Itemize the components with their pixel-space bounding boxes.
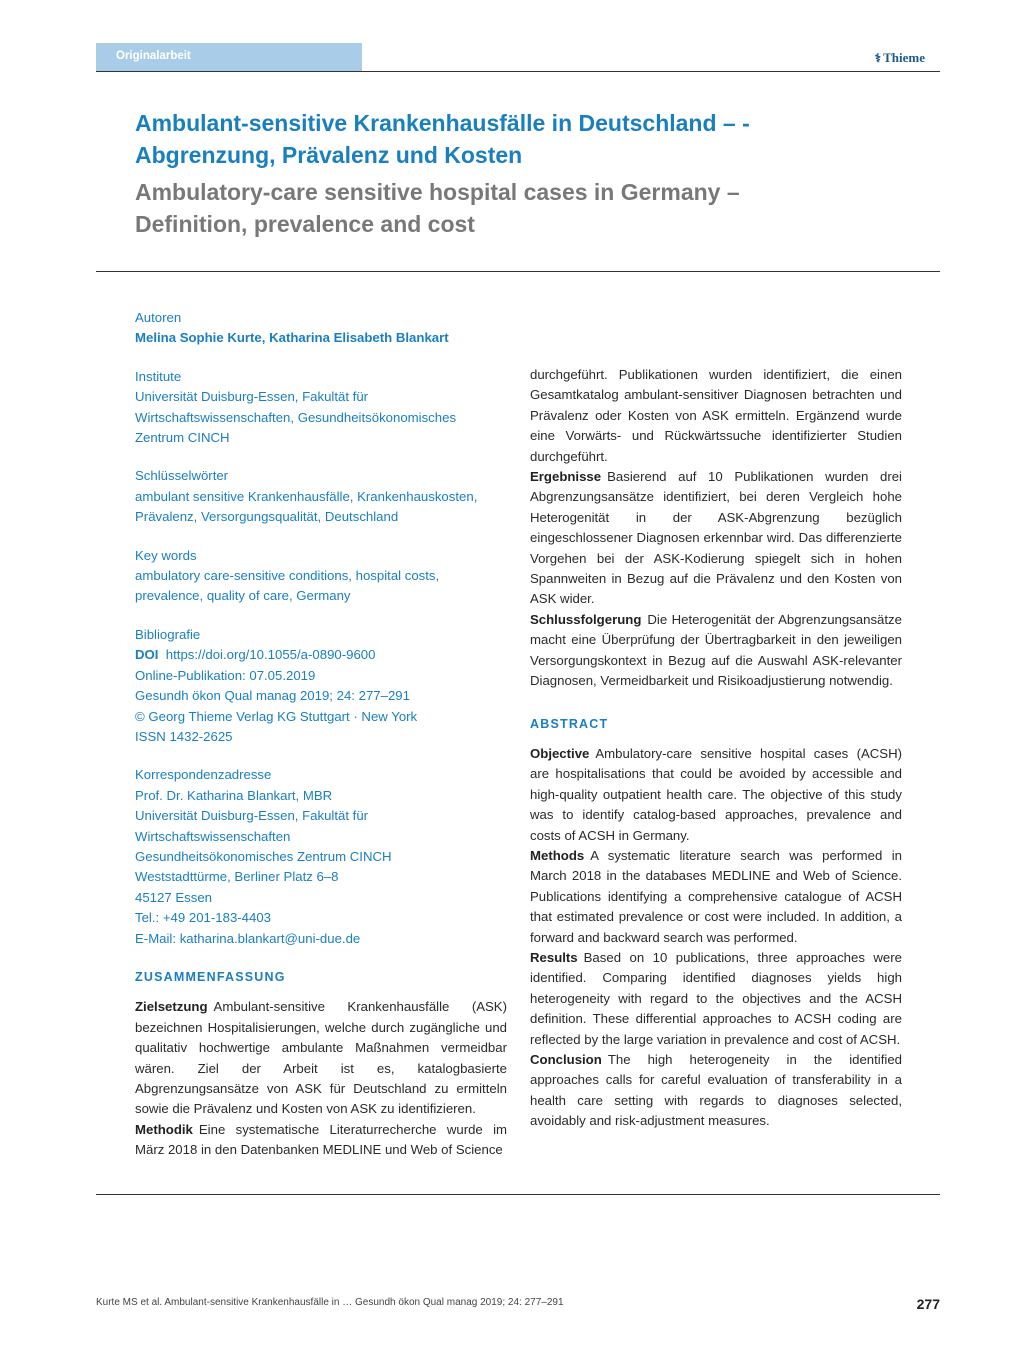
methodik-paragraph <box>135 1120 507 1161</box>
korrespondenz-label: Korrespondenzadresse <box>135 767 272 783</box>
right-column <box>530 365 902 1132</box>
keywords-line: prevalence, quality of care, Germany <box>135 588 351 604</box>
korrespondenz-line: Wirtschaftswissenschaften <box>135 828 291 844</box>
institute-block <box>135 367 507 449</box>
methodik-continued: durchgeführt. Publikationen wurden identifiziert, die einen Gesamtkatalog ambulant-sensitiver Diagnosen betrachten und Prävalenz oder Kosten von ASK ermitteln. Ergänzend wurde eine Vorwärts- und Rückwärtssuche identifizierter Studien durchgeführt. <box>530 367 902 464</box>
authors-label: Autoren <box>135 310 182 325</box>
conclusion-paragraph <box>530 1050 902 1132</box>
publisher-name: Thieme <box>883 50 925 65</box>
page-number: 277 <box>916 1296 940 1312</box>
institute-label: Institute <box>135 368 182 384</box>
ergebnisse-text: Basierend auf 10 Publikationen wurden drei Abgrenzungsansätze identifiziert, bei deren Vergleich hohe Heterogenität in der ASK-Abgrenzung bezüglich eingeschlossener Diagnosen erkennbar wird. Das differenzierte Vorgehen bei der ASK-Kodierung spiegelt sich in hohen Spannweiten in Bezug auf die Prävalenz und den Kosten von ASK wider. <box>530 469 902 607</box>
bibliografie-line: © Georg Thieme Verlag KG Stuttgart · New York <box>135 708 418 724</box>
results-paragraph <box>530 948 902 1050</box>
conclusion-label: Conclusion <box>530 1052 602 1067</box>
zusammenfassung-heading: ZUSAMMENFASSUNG <box>135 969 286 984</box>
zielsetzung-paragraph <box>135 997 507 1119</box>
title-english: Ambulatory-care sensitive hospital cases in Germany – Definition, prevalence and cost <box>135 179 740 237</box>
results-text: Based on 10 publications, three approaches were identified. Comparing identified diagnoses yields high heterogeneity with regard to the objectives and the ACSH definition. These differential approaches to ACSH coding are reflected by the large variation in prevalence and cost of ACSH. <box>530 949 902 1047</box>
keywords-label: Key words <box>135 547 197 563</box>
institute-line: Universität Duisburg-Essen, Fakultät für <box>135 389 369 405</box>
bibliografie-line: Online-Publikation: 07.05.2019 <box>135 667 316 683</box>
korrespondenz-line: Universität Duisburg-Essen, Fakultät für <box>135 808 369 824</box>
schluesselwoerter-line: Prävalenz, Versorgungsqualität, Deutschland <box>135 509 399 525</box>
methods-label: Methods <box>530 847 585 863</box>
abstract-heading: ABSTRACT <box>530 716 609 731</box>
left-column <box>135 308 507 1161</box>
section-tag: Originalarbeit <box>96 43 362 72</box>
ergebnisse-label: Ergebnisse <box>530 469 602 485</box>
ergebnisse-paragraph <box>530 467 902 610</box>
authors-names: Melina Sophie Kurte, Katharina Elisabeth Blankart <box>135 330 449 346</box>
methodik-text: Eine systematische Literaturrecherche wurde im März 2018 in den Datenbanken MEDLINE und Web of Science <box>135 1121 507 1158</box>
objective-paragraph <box>530 744 902 846</box>
methodik-label: Methodik <box>135 1121 193 1137</box>
methods-text: A systematic literature search was performed in March 2018 in the databases MEDLINE and Web of Science. Publications identifying a comprehensive catalogue of ACSH that estimated prevalence or cost were included. In addition, a forward and backward search was performed. <box>530 847 902 945</box>
zielsetzung-text: Ambulant-sensitive Krankenhausfälle (ASK) bezeichnen Hospitalisierungen, welche durch zugängliche und qualitativ hochwertige ambulante Maßnahmen vermeidbar wären. Ziel der Arbeit ist es, katalogbasierte Abgrenzungsansätze von ASK für Deutschland zu ermitteln sowie die Prävalenz und Kosten von ASK zu identifizieren. <box>135 999 507 1117</box>
zielsetzung-label: Zielsetzung <box>135 999 208 1015</box>
email-link[interactable]: E-Mail: katharina.blankart@uni-due.de <box>135 930 361 946</box>
doi-label: DOI <box>135 647 159 663</box>
title-rule <box>96 271 940 272</box>
bibliografie-block <box>135 625 507 747</box>
bibliografie-line: ISSN 1432-2625 <box>135 728 233 744</box>
korrespondenz-line: Tel.: +49 201-183-4403 <box>135 910 272 926</box>
schluesselwoerter-block <box>135 466 507 527</box>
keywords-line: ambulatory care-sensitive conditions, hospital costs, <box>135 568 440 584</box>
title-german: Ambulant-sensitive Krankenhausfälle in Deutschland – - Abgrenzung, Prävalenz und Kosten <box>135 110 750 168</box>
korrespondenz-line: Prof. Dr. Katharina Blankart, MBR <box>135 787 333 803</box>
authors-block <box>135 308 507 349</box>
korrespondenz-block <box>135 765 507 949</box>
schluesselwoerter-line: ambulant sensitive Krankenhausfälle, Krankenhauskosten, <box>135 488 478 504</box>
korrespondenz-line: 45127 Essen <box>135 889 212 905</box>
schluesselwoerter-label: Schlüsselwörter <box>135 468 229 484</box>
objective-label: Objective <box>530 745 590 761</box>
schlussfolgerung-label: Schlussfolgerung <box>530 611 642 627</box>
bibliografie-label: Bibliografie <box>135 626 201 642</box>
publisher-brand <box>875 50 925 66</box>
doi-link[interactable]: https://doi.org/10.1055/a-0890-9600 <box>165 647 376 663</box>
methods-paragraph <box>530 846 902 948</box>
institute-line: Wirtschaftswissenschaften, Gesundheitsökonomisches <box>135 409 457 425</box>
results-label: Results <box>530 949 578 965</box>
korrespondenz-line: Gesundheitsökonomisches Zentrum CINCH <box>135 848 392 864</box>
bibliografie-line: Gesundh ökon Qual manag 2019; 24: 277–291 <box>135 688 410 704</box>
institute-line: Zentrum CINCH <box>135 430 230 446</box>
schlussfolgerung-text: Die Heterogenität der Abgrenzungsansätze macht eine Überprüfung der Übertragbarkeit in den jeweiligen Versorgungskontext in Bezug auf die Auswahl ASK-relevanter Diagnosen, Vermeidbarkeit und Risikoadjustierung notwendig. <box>530 611 902 689</box>
header-rule <box>96 71 940 72</box>
footer-citation: Kurte MS et al. Ambulant-sensitive Krankenhausfälle in … Gesundh ökon Qual manag 2019; 24: 277–291 <box>96 1297 564 1308</box>
korrespondenz-line: Weststadttürme, Berliner Platz 6–8 <box>135 869 339 885</box>
conclusion-text: The high heterogeneity in the identified approaches calls for careful evaluation of transferability in a health care setting with regards to diagnoses selected, avoidably and risk-adjustment measures. <box>530 1052 902 1129</box>
objective-text: Ambulatory-care sensitive hospital cases (ACSH) are hospitalisations that could be avoided by accessible and high-quality outpatient health care. The objective of this study was to identify catalog-based approaches, prevalence and costs of ACSH in Germany. <box>530 745 902 843</box>
doi-line <box>135 645 507 665</box>
body-end-rule <box>96 1194 940 1195</box>
schlussfolgerung-paragraph <box>530 610 902 692</box>
thieme-logo-icon: ⚕ <box>874 51 882 65</box>
keywords-block <box>135 546 507 607</box>
